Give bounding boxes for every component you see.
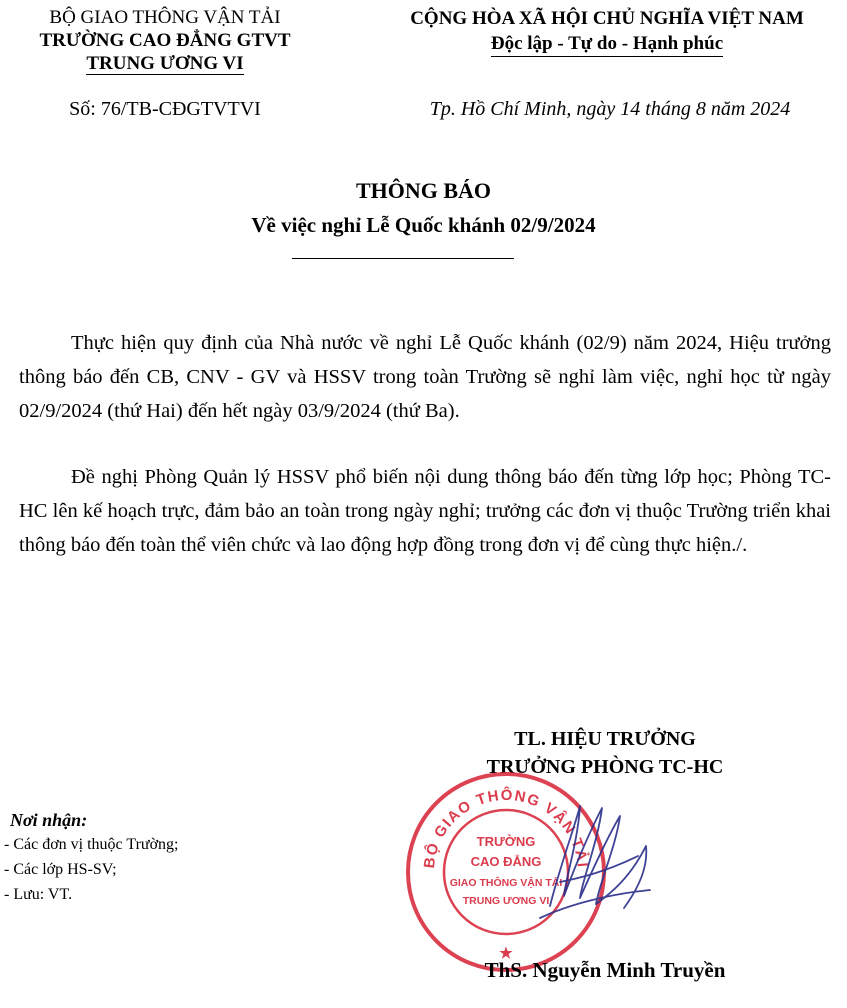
- recipient-item: - Các đơn vị thuộc Trường;: [4, 836, 179, 853]
- body-paragraph-2: Đề nghị Phòng Quản lý HSSV phổ biến nội dung thông báo đến từng lớp học; Phòng TC-HC lên kế hoạch trực, đảm bảo an toàn trong ngày nghỉ; trưởng các đơn vị thuộc Trường triển khai thông báo đến toàn thể viên chức và lao động hợp đồng trong đơn vị để cùng thực hiện./.: [19, 466, 831, 556]
- svg-text:TRUNG ƯƠNG VI: TRUNG ƯƠNG VI: [462, 895, 550, 907]
- school-name-line1: TRƯỜNG CAO ĐẲNG GTVT: [39, 30, 291, 51]
- title-divider: [292, 258, 514, 259]
- handwritten-signature: [520, 786, 660, 936]
- document-title: THÔNG BÁO: [355, 178, 492, 203]
- ministry-name: BỘ GIAO THÔNG VẬN TẢI: [49, 7, 281, 28]
- svg-text:GIAO THÔNG VẬN TẢI: GIAO THÔNG VẬN TẢI: [449, 877, 563, 889]
- national-title: CỘNG HÒA XÃ HỘI CHỦ NGHĨA VIỆT NAM: [410, 8, 804, 29]
- recipients-title: Nơi nhận:: [10, 810, 88, 830]
- national-header-block: [372, 6, 842, 56]
- document-number: Số: 76/TB-CĐGTVTVI: [69, 98, 261, 120]
- issuing-agency-block: [0, 6, 330, 75]
- signer-name: ThS. Nguyễn Minh Truyền: [484, 958, 726, 982]
- recipient-item: - Các lớp HS-SV;: [4, 861, 117, 878]
- svg-text:BỘ GIAO THÔNG VẬN TẢI: BỘ GIAO THÔNG VẬN TẢI: [420, 786, 591, 870]
- document-date: Tp. Hồ Chí Minh, ngày 14 tháng 8 năm 2024: [429, 98, 791, 120]
- svg-text:★: ★: [499, 945, 513, 962]
- svg-text:CAO ĐẲNG: CAO ĐẲNG: [470, 854, 542, 869]
- body-paragraph-1: Thực hiện quy định của Nhà nước về nghỉ Lễ Quốc khánh (02/9) năm 2024, Hiệu trưởng thông báo đến CB, CNV - GV và HSSV trong toàn Trường sẽ nghỉ làm việc, nghỉ học từ ngày 02/9/2024 (thứ Hai) đến hết ngày 03/9/2024 (thứ Ba).: [19, 332, 831, 422]
- signature-title-1: TL. HIỆU TRƯỞNG: [514, 728, 696, 750]
- national-motto: Độc lập - Tự do - Hạnh phúc: [372, 31, 842, 56]
- signature-title-2: TRƯỞNG PHÒNG TC-HC: [486, 756, 724, 778]
- svg-text:TRƯỜNG: TRƯỜNG: [476, 834, 536, 849]
- recipients-block: [4, 808, 304, 907]
- document-subtitle: Về việc nghỉ Lễ Quốc khánh 02/9/2024: [251, 213, 596, 237]
- school-name-line2: TRUNG ƯƠNG VI: [86, 53, 244, 74]
- recipient-item: - Lưu: VT.: [4, 886, 73, 903]
